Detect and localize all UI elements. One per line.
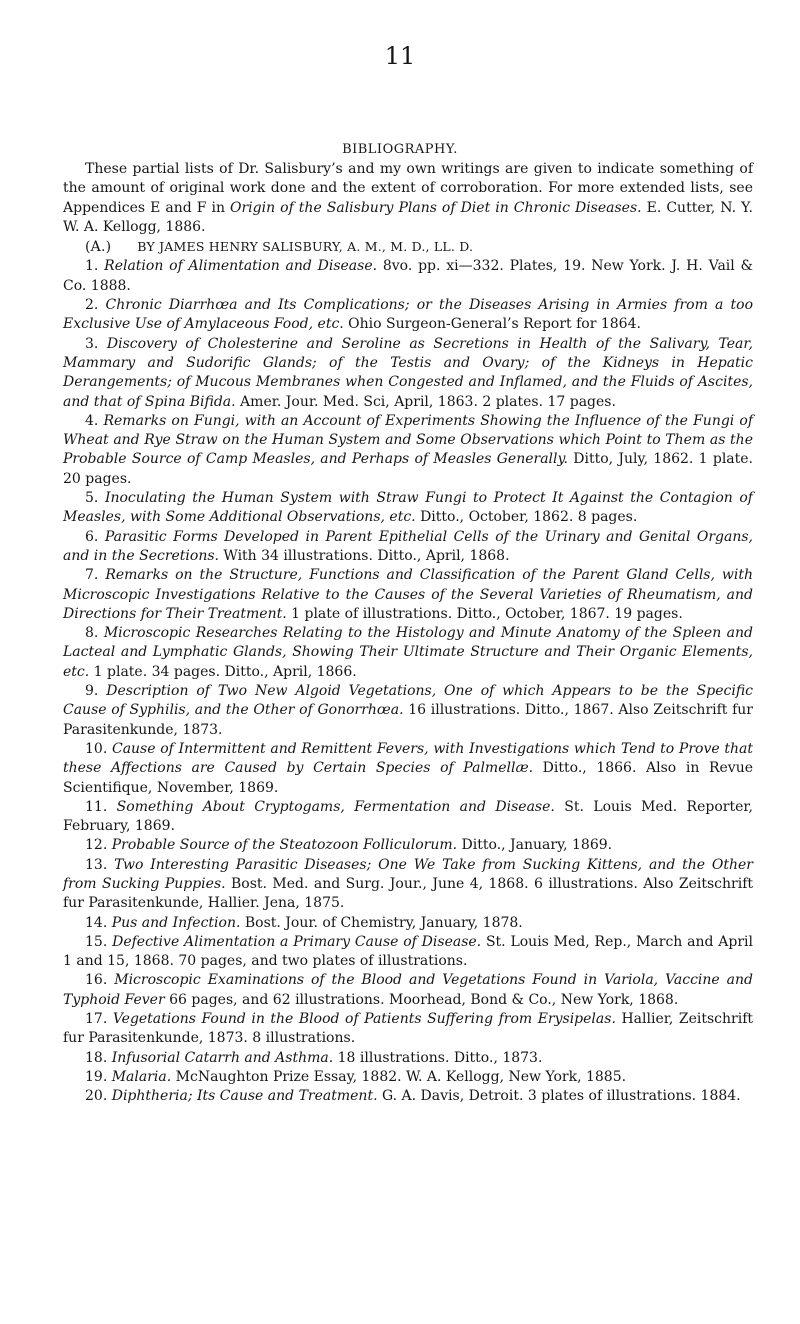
entry-title: Chronic Diarrhœa and Its Complications; or the Diseases Arising in Armies from a too Exclusive Use of Amylaceous Food, etc.: [63, 297, 753, 333]
entry-details: Hallier, Zeitschrift fur Parasitenkunde, 1873. 8 illustrations.: [63, 1011, 754, 1047]
entry-title: Remarks on Fungi, with an Account of Experiments Showing the Influence of the Fungi of Wheat and Rye Straw on the Human System and Some Observations which Point to Them as the Probable Source of Camp Measles, and Perhaps of Measles Generally.: [63, 412, 753, 468]
entry-title: Defective Alimentation a Primary Cause of Disease.: [112, 933, 482, 950]
entry-number: 13.: [85, 856, 108, 873]
entry-details: McNaughton Prize Essay, 1882. W. A. Kellogg, New York, 1885.: [171, 1068, 627, 1085]
bibliography-entry: [63, 1087, 753, 1106]
entry-number: 6.: [85, 528, 99, 545]
entry-number: 14.: [85, 914, 108, 931]
entry-title: Microscopic Examinations of the Blood and Vegetations Found in Variola, Vaccine and Typhoid Fever: [63, 972, 754, 1008]
entry-number: 18.: [85, 1049, 108, 1066]
entry-number: 20.: [85, 1088, 108, 1105]
entry-number: 10.: [85, 740, 108, 757]
entry-title: Something About Cryptogams, Fermentation and Disease.: [116, 798, 555, 815]
intro-book-title: Origin of the Salisbury Plans of Diet in Chronic Diseases.: [230, 199, 642, 216]
entry-number: 17.: [85, 1011, 108, 1028]
intro-text-end: E. Cutter, N. Y. W. A. Kellogg, 1886.: [63, 199, 753, 235]
intro-text: These partial lists of Dr. Salisbury’s and my own writings are given to indicate something of the amount of original work done and the extent of corroboration. For more extended lists, see Appendices E and F in: [63, 161, 753, 216]
entry-title: Vegetations Found in the Blood of Patients Suffering from Erysipelas.: [112, 1011, 616, 1028]
bibliography-entry: [63, 257, 753, 296]
entry-details: 8vo. pp. xi—332. Plates, 19. New York. J. H. Vail & Co. 1888.: [63, 258, 753, 294]
entry-number: 9.: [85, 683, 99, 700]
entry-details: G. A. Davis, Detroit. 3 plates of illustrations. 1884.: [377, 1088, 741, 1105]
entry-number: 8.: [85, 625, 99, 642]
bibliography-entry: [63, 1010, 753, 1049]
bibliography-entry: [63, 914, 753, 933]
bibliography-entry: [63, 740, 753, 798]
bibliography-entry: [63, 412, 753, 489]
entry-details: Bost. Med. and Surg. Jour., June 4, 1868. 6 illustrations. Also Zeitschrift fur Parasitenkunde, Hallier. Jena, 1875.: [63, 875, 754, 912]
entry-title: Parasitic Forms Developed in Parent Epithelial Cells of the Urinary and Genital Organs, and in the Secretions.: [63, 528, 753, 564]
entry-number: 11.: [85, 798, 108, 815]
entry-details: Ditto, July, 1862. 1 plate. 20 pages.: [63, 451, 754, 487]
entry-number: 4.: [85, 412, 99, 429]
entry-details: 1 plate of illustrations. Ditto., October, 1867. 19 pages.: [286, 605, 683, 622]
entry-number: 1.: [85, 258, 99, 275]
entry-title: Diphtheria; Its Cause and Treatment.: [111, 1088, 378, 1105]
entry-number: 19.: [85, 1068, 108, 1085]
section-label: (A.): [85, 239, 112, 256]
entry-number: 2.: [85, 297, 99, 314]
bibliography-entry: [63, 1049, 753, 1068]
entry-title: Pus and Infection.: [111, 914, 241, 931]
entry-title: Remarks on the Structure, Functions and Classification of the Parent Gland Cells, with Microscopic Investigations Relative to the Causes of the Several Varieties of Rheumatism, and Directions for Their Treatment.: [63, 567, 753, 622]
entry-number: 16.: [85, 972, 108, 989]
entry-number: 3.: [85, 335, 99, 352]
entry-title: Probable Source of the Steatozoon Folliculorum.: [111, 837, 458, 854]
bibliography-entry: [63, 1068, 753, 1087]
page-number: 11: [384, 42, 416, 70]
bibliography-entry: [63, 528, 753, 567]
entry-title: Discovery of Cholesterine and Seroline as Secretions in Health of the Salivary, Tear, Mammary and Sudorific Glands; of the Testis and Ovary; of the Kidneys in Hepatic Derangements; of Mucous Membranes when Congested and Inflamed, and the Fluids of Ascites, and that of Spina Bifida.: [63, 335, 754, 410]
bibliography-entry: [63, 489, 753, 528]
entry-details: Ditto., January, 1869.: [457, 837, 613, 854]
entry-title: Infusorial Catarrh and Asthma.: [111, 1049, 334, 1066]
entry-details: Ditto., 1866. Also in Revue Scientifique, November, 1869.: [63, 760, 753, 796]
entry-number: 7.: [85, 567, 99, 584]
bibliography-entry: [63, 566, 753, 624]
bibliography-entry: [63, 296, 753, 335]
entry-number: 5.: [85, 490, 99, 507]
bibliography-entry: [63, 335, 753, 412]
entry-details: 16 illustrations. Ditto., 1867. Also Zeitschrift fur Parasitenkunde, 1873.: [63, 702, 753, 738]
entry-title: Relation of Alimentation and Disease.: [104, 258, 378, 275]
entry-list: [63, 257, 753, 1106]
entry-details: 66 pages, and 62 illustrations. Moorhead, Bond & Co., New York, 1868.: [164, 991, 679, 1008]
entry-title: Malaria.: [111, 1068, 172, 1085]
entry-title: Two Interesting Parasitic Diseases; One We Take from Sucking Kittens, and the Other from Sucking Puppies.: [63, 856, 754, 892]
entry-title: Inoculating the Human System with Straw Fungi to Protect It Against the Contagion of Measles, with Some Additional Observations, etc.: [63, 490, 753, 526]
bibliography-body: [63, 160, 753, 1107]
author-name: BY JAMES HENRY SALISBURY, A. M., M. D., LL. D.: [137, 239, 474, 255]
entry-details: Ditto., October, 1862. 8 pages.: [415, 509, 638, 526]
entry-number: 12.: [85, 837, 108, 854]
entry-details: With 34 illustrations. Ditto., April, 1868.: [218, 547, 510, 564]
author-heading: [63, 237, 753, 257]
bibliography-entry: [63, 624, 753, 682]
entry-details: 18 illustrations. Ditto., 1873.: [333, 1049, 543, 1066]
bibliography-entry: [63, 836, 753, 855]
intro-paragraph: [63, 160, 753, 237]
bibliography-entry: [63, 856, 753, 914]
entry-details: 1 plate. 34 pages. Ditto., April, 1866.: [89, 663, 357, 680]
bibliography-entry: [63, 682, 753, 740]
section-heading: BIBLIOGRAPHY.: [342, 142, 458, 157]
entry-details: St. Louis Med. Reporter, February, 1869.: [63, 798, 753, 835]
entry-title: Description of Two New Algoid Vegetations, One of which Appears to be the Specific Cause of Syphilis, and the Other of Gonorrhœa.: [63, 683, 754, 719]
bibliography-entry: [63, 933, 753, 972]
entry-number: 15.: [85, 933, 108, 950]
entry-details: Ohio Surgeon-General’s Report for 1864.: [343, 316, 641, 333]
entry-details: St. Louis Med, Rep., March and April 1 and 15, 1868. 70 pages, and two plates of illustrations.: [63, 933, 754, 970]
entry-title: Microscopic Researches Relating to the Histology and Minute Anatomy of the Spleen and Lacteal and Lymphatic Glands, Showing Their Ultimate Structure and Their Organic Elements, etc.: [63, 625, 753, 680]
bibliography-entry: [63, 971, 753, 1010]
entry-title: Cause of Intermittent and Remittent Fevers, with Investigations which Tend to Prove that these Affections are Caused by Certain Species of Palmellæ.: [63, 740, 753, 777]
entry-details: Bost. Jour. of Chemistry, January, 1878.: [240, 914, 523, 931]
entry-details: Amer. Jour. Med. Sci, April, 1863. 2 plates. 17 pages.: [235, 393, 616, 410]
bibliography-entry: [63, 798, 753, 837]
